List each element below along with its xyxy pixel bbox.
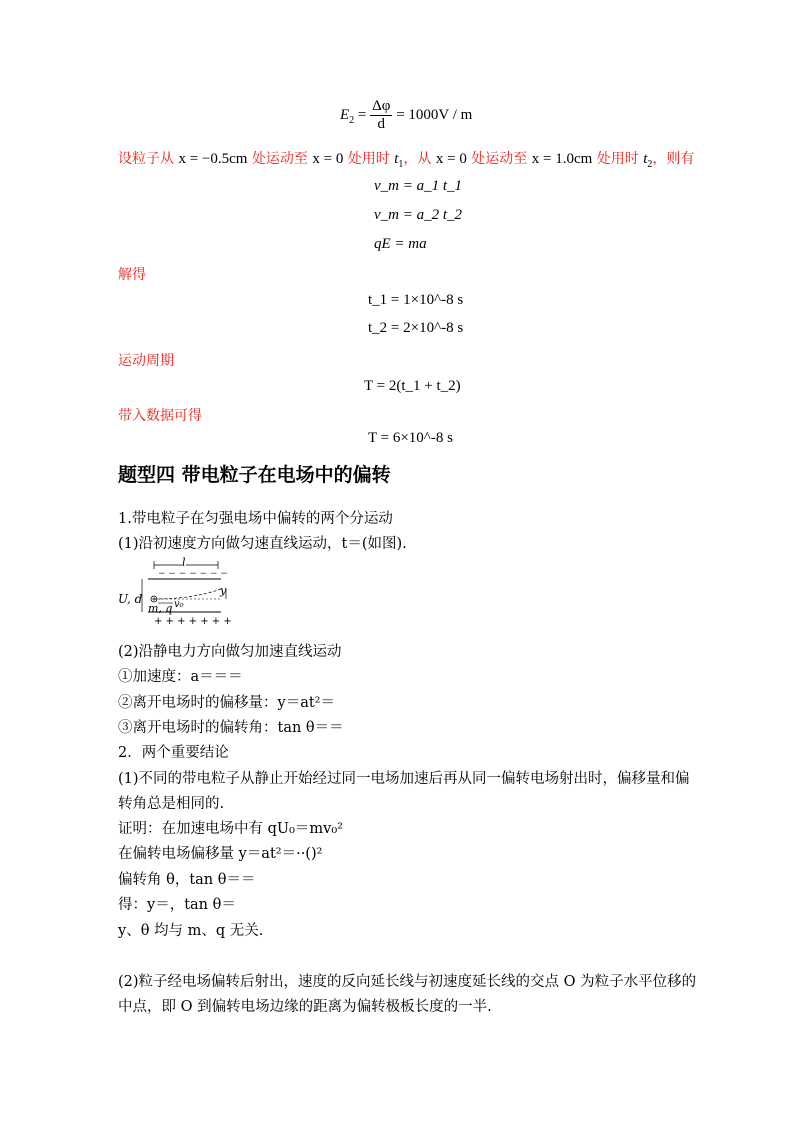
text-line: 在偏转电场偏移量 y＝at²＝··()² [118,846,323,862]
label-l: l [182,556,186,569]
text-part: ，则有 [652,151,695,167]
text-line: 得：y＝，tan θ＝ [118,897,236,913]
text-line: 转角总是相同的. [118,796,225,812]
label-substitute: 带入数据可得 [118,408,202,424]
equation-vm2: v_m = a_2 t_2 [374,207,463,223]
text-line: (2)粒子经电场偏转后射出，速度的反向延长线与初速度延长线的交点 O 为粒子水平位移的 [118,974,697,990]
text-part: 处用时 [592,151,644,167]
label-mq: m, q [148,602,173,615]
math-part: t [643,151,648,167]
equation-e2-rhs: = 1000V / m [396,106,473,123]
text-part: ，从 [403,151,436,167]
math-sub: 1 [398,158,404,170]
text-line: 偏转角 θ，tan θ＝＝ [118,872,256,888]
text-line: ③离开电场时的偏转角：tan θ＝＝ [118,720,344,736]
text-line: 2．两个重要结论 [118,745,229,761]
text-part: 处运动至 [247,151,313,167]
e-symbol: E [340,106,350,123]
math-part: x = 0 [435,151,467,167]
fraction-numerator: Δφ [372,98,391,114]
section-heading: 题型四 带电粒子在电场中的偏转 [118,464,391,486]
equation-period-value: T = 6×10^-8 s [368,430,453,446]
text-line: ①加速度：a＝＝＝ [118,669,243,685]
equation-t2: t_2 = 2×10^-8 s [368,320,464,336]
text-line: (1)沿初速度方向做匀速直线运动，t＝(如图). [118,536,407,552]
deflection-diagram [118,556,238,632]
e-subscript: 2 [349,114,355,126]
label-ud: U, d [118,592,143,606]
label-period: 运动周期 [118,353,174,369]
label-v0: v₀ [174,599,184,610]
text-line: (2)沿静电力方向做匀加速直线运动 [118,644,342,660]
math-part: t [394,151,399,167]
text-line: ②离开电场时的偏移量：y＝at²＝ [118,695,335,711]
math-part: x = −0.5cm [178,151,248,167]
math-part: x = 1.0cm [531,151,593,167]
label-solve: 解得 [118,267,146,283]
text-line: 中点，即 O 到偏转电场边缘的距离为偏转极板长度的一半. [118,999,492,1015]
equation-vm1: v_m = a_1 t_1 [374,178,463,194]
text-line: 1.带电粒子在匀强电场中偏转的两个分运动 [118,511,393,527]
equation-period: T = 2(t_1 + t_2) [364,378,461,394]
math-part: x = 0 [312,151,344,167]
text-part: 处用时 [343,151,395,167]
label-top-plate: − − − − − − − [158,569,228,579]
red-assumption-line [118,148,694,170]
fraction-denominator: d [377,116,386,132]
text-part: 处运动至 [466,151,532,167]
equation-qe: qE = ma [374,236,427,252]
label-bottom-plate: + + + + + + + [154,616,232,627]
text-line: (1)不同的带电粒子从静止开始经过同一电场加速后再从同一偏转电场射出时，偏移量和偏 [118,771,690,787]
math-sub: 2 [647,158,653,170]
equation-t1: t_1 = 1×10^-8 s [368,292,464,308]
text-part: 设粒子从 [118,151,179,167]
fraction [370,98,392,133]
text-line: y、θ 均与 m、q 无关. [118,923,264,939]
text-line: 证明：在加速电场中有 qU₀＝mv₀² [118,821,343,837]
equation-e2: $E_2$ = $\frac{\Delta\varphi}{d}$ = 1000V / m [340,98,473,132]
label-y: y [220,584,227,597]
